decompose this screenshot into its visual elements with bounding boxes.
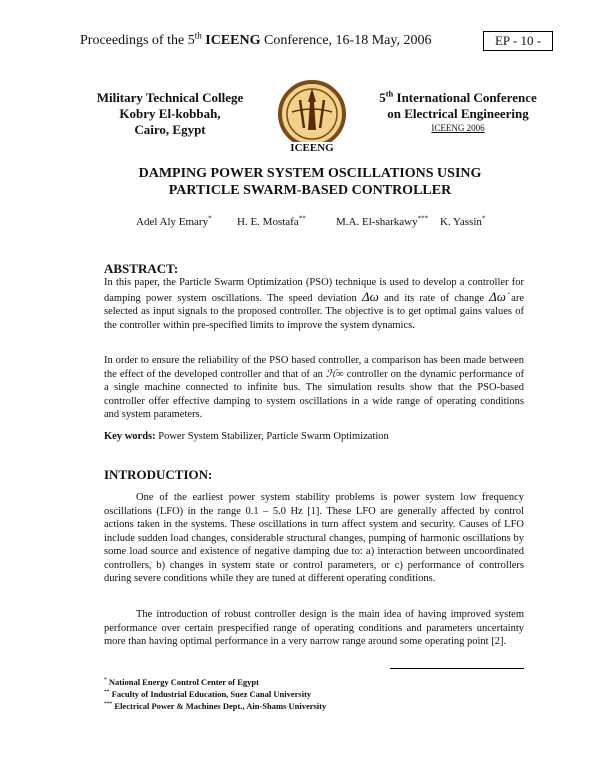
- footnotes: [104, 676, 326, 712]
- page-number-box: EP - 10 -: [483, 31, 553, 51]
- footnote: * National Energy Control Center of Egypt: [104, 677, 259, 687]
- introduction-paragraph: The introduction of robust controller design is the main idea of having improved system performance over certain prespecified range of operating conditions and parameters uncertainty more than having optimal performance in a very narrow range around some operating point [2].: [104, 609, 524, 647]
- keywords: Key words: Power System Stabilizer, Particle Swarm Optimization: [104, 431, 389, 442]
- abstract-paragraph: In this paper, the Particle Swarm Optimization (PSO) technique is used to develop a controller for damping power system oscillations. The speed deviation Δω and its rate of change Δω̇ are selected as input signals to the proposed controller. The objective is to get optimal gains values of the controller within pre-specified limits to improve the system dynamics.: [104, 277, 524, 331]
- introduction-paragraph: One of the earliest power system stability problems is power system low frequency oscillations (LFO) in the range 0.1 – 5.0 Hz [1]. These LFO are generally affected by control actions taken in the systems. These oscillations in turn affect system and security. Causes of LFO include sudden load changes, considerable structural changes, pumping of harmonic oscillations by some load source and existence of negative damping due to: a) interaction between uncoordinated controllers, b) changes in system state or control parameters, or c) performance of controllers during severe conditions while they are tuned at different operating conditions.: [104, 492, 524, 584]
- conference-logo: [270, 78, 354, 162]
- footnote: ** Faculty of Industrial Education, Suez Canal University: [104, 689, 312, 699]
- paper-title: DAMPING POWER SYSTEM OSCILLATIONS USING PARTICLE SWARM-BASED CONTROLLER: [138, 166, 482, 198]
- author: M.A. El-sharkawy***: [336, 214, 429, 228]
- footnote: *** Electrical Power & Machines Dept., Ain-Shams University: [104, 701, 327, 711]
- author: H. E. Mostafa**: [237, 214, 306, 228]
- abstract-heading: ABSTRACT:: [104, 261, 179, 276]
- author: K. Yassin*: [440, 214, 486, 228]
- footnote-divider: [390, 668, 524, 669]
- affiliation-right: 5th International Conference on Electrical Engineering ICEENG 2006: [379, 88, 537, 133]
- symbol-delta-omega: Δω: [361, 288, 379, 304]
- abstract-paragraph: In order to ensure the reliability of the PSO based controller, a comparison has been made between the effect of the developed controller and that of an ℋ∞ controller on the dynamic performance of a single machine connected to infinite bus. The simulation results show that the PSO-based controller offer effective damping to system oscillations in a wide range of operating conditions and system parameters.: [104, 355, 524, 420]
- introduction-heading: INTRODUCTION:: [104, 467, 213, 482]
- symbol-h-infinity: ℋ∞: [325, 368, 344, 380]
- affiliation-left: Military Technical College Kobry El-kobbah, Cairo, Egypt: [96, 90, 244, 137]
- logo-text: ICEENG: [290, 142, 334, 154]
- symbol-delta-omega-dot: Δω̇: [489, 288, 506, 304]
- author: Adel Aly Emary*: [136, 214, 212, 228]
- running-header: Proceedings of the 5th ICEENG Conference, 16-18 May, 2006: [80, 30, 432, 48]
